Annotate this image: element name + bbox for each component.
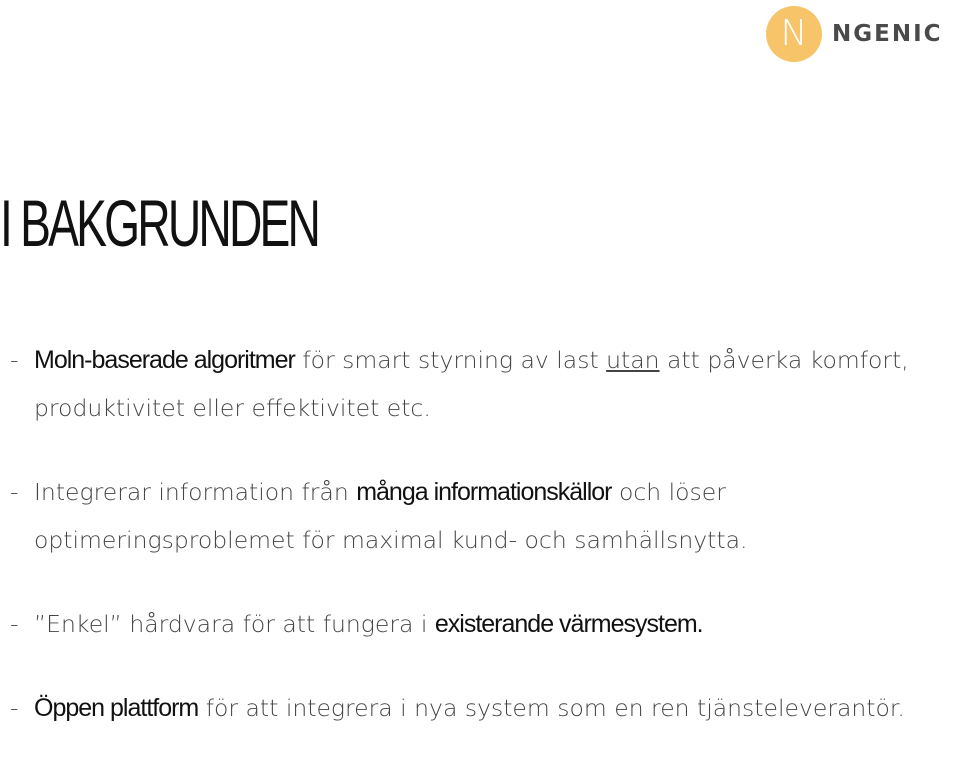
bullet-text: för smart styrning av last <box>294 346 607 374</box>
bullet-text: och löser optimeringsproblemet för maximal kund- och samhällsnytta. <box>34 478 748 554</box>
bullet-dash: - <box>10 610 19 638</box>
bullet-1 <box>10 336 950 432</box>
highlight-text: många informationskällor <box>356 478 612 506</box>
bullet-text: Integrerar information från <box>34 478 357 506</box>
logo-mark: N <box>766 6 822 62</box>
bullet-4 <box>10 684 950 732</box>
highlight-text: Öppen plattform <box>34 694 199 722</box>
page-title: I BAKGRUNDEN <box>0 186 319 260</box>
bullet-text: ”Enkel” hårdvara för att fungera i <box>34 610 435 638</box>
bullet-text: för att integrera i nya system som en ren tjänsteleverantör. <box>198 694 905 722</box>
highlight-text: Moln-baserade algoritmer <box>34 346 295 374</box>
logo-wordmark: NGENIC <box>832 21 943 47</box>
bullet-2 <box>10 468 950 564</box>
ngenic-logo <box>766 5 943 63</box>
bullet-dash: - <box>10 694 19 722</box>
bullet-3 <box>10 600 950 648</box>
underlined-text: utan <box>606 346 660 374</box>
bullet-list <box>10 336 950 768</box>
bullet-dash: - <box>10 478 19 506</box>
bullet-text: att påverka komfort, produktivitet eller effektivitet etc. <box>34 346 909 422</box>
highlight-text: existerande värmesystem. <box>434 610 703 638</box>
bullet-dash: - <box>10 346 19 374</box>
